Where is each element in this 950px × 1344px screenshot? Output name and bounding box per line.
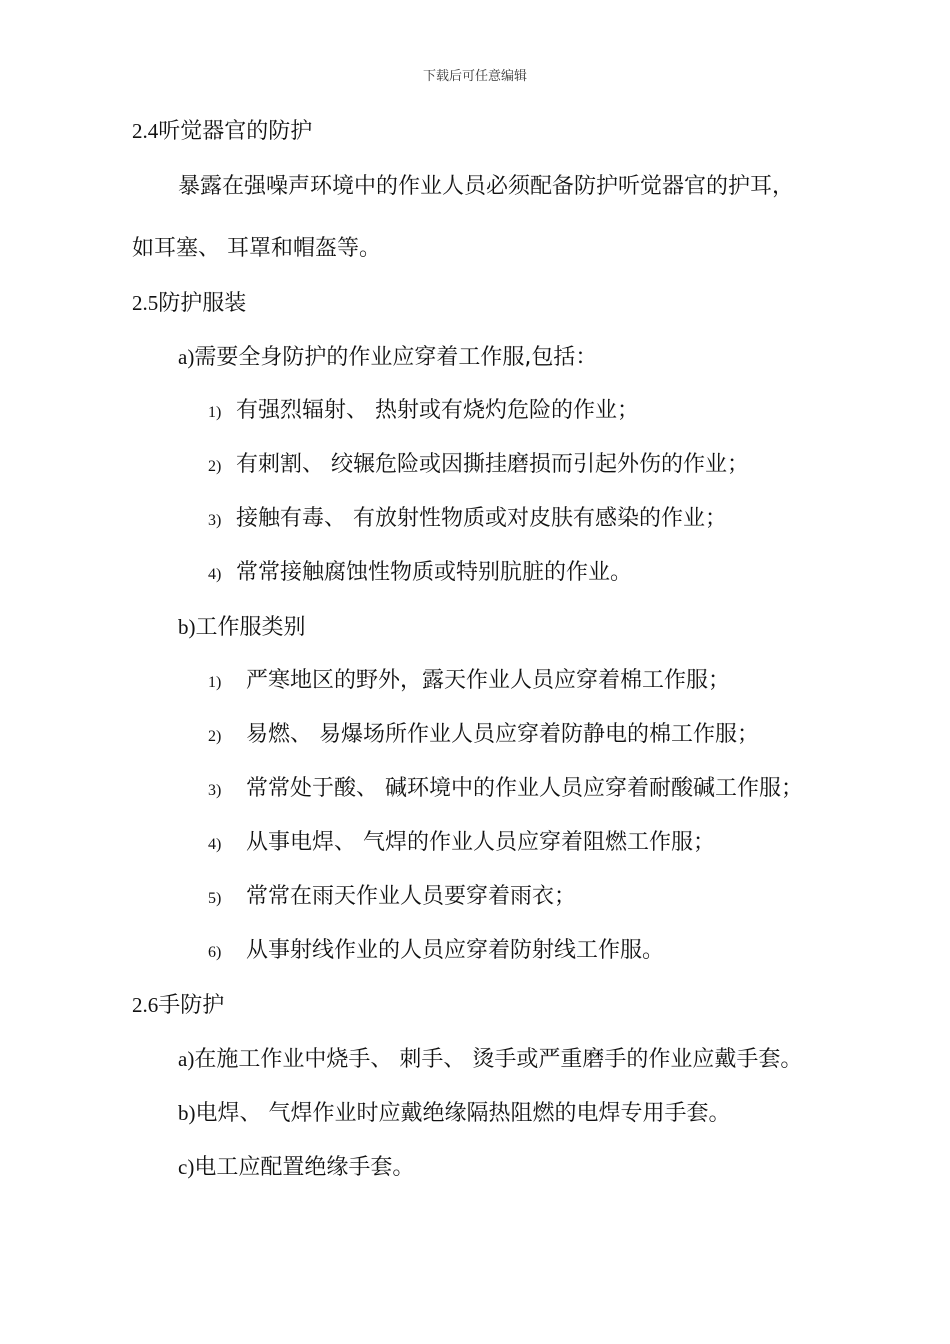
list-item — [208, 828, 715, 860]
list-marker: b) — [178, 1101, 196, 1125]
list-text: 从事电焊、 气焊的作业人员应穿着阻燃工作服； — [246, 830, 715, 855]
list-marker: c) — [178, 1155, 195, 1179]
list-text: 从事射线作业的人员应穿着防射线工作服。 — [246, 938, 665, 963]
hand-protection-item — [178, 1098, 731, 1129]
list-item — [208, 882, 576, 914]
paragraph-line: 暴露在强噪声环境中的作业人员必须配备防护听觉器官的护耳， — [178, 174, 795, 199]
list-text: 易燃、 易爆场所作业人员应穿着防静电的棉工作服； — [246, 722, 759, 747]
section-2-6-heading — [132, 990, 224, 1021]
list-marker: a) — [178, 345, 195, 369]
list-number: 1) — [208, 404, 222, 421]
list-number: 4) — [208, 836, 222, 853]
list-text: 接触有毒、 有放射性物质或对皮肤有感染的作业； — [236, 506, 727, 531]
list-text: 有强烈辐射、 热射或有烧灼危险的作业； — [236, 398, 639, 423]
list-item — [208, 774, 803, 806]
paragraph-line: 如耳塞、 耳罩和帽盔等。 — [132, 236, 381, 261]
list-text: 电工应配置绝缘手套。 — [194, 1155, 415, 1180]
subsection-text: 需要全身防护的作业应穿着工作服,包括： — [194, 345, 598, 370]
list-number: 3) — [208, 512, 222, 529]
list-text: 常常接触腐蚀性物质或特别肮脏的作业。 — [236, 560, 633, 585]
subsection-text: 工作服类别 — [195, 615, 306, 640]
list-item — [208, 720, 759, 752]
list-marker: b) — [178, 615, 196, 639]
section-title: 听觉器官的防护 — [158, 119, 313, 144]
list-number: 2) — [208, 728, 222, 745]
subsection-a — [178, 342, 597, 373]
list-item — [208, 504, 727, 536]
list-item — [208, 450, 749, 482]
list-text: 常常在雨天作业人员要穿着雨衣； — [246, 884, 577, 909]
section-number: 2.5 — [132, 291, 159, 315]
list-text: 有刺割、 绞辗危险或因撕挂磨损而引起外伤的作业； — [236, 452, 749, 477]
list-marker: a) — [178, 1047, 195, 1071]
hand-protection-item — [178, 1152, 414, 1183]
list-text: 电焊、 气焊作业时应戴绝缘隔热阻燃的电焊专用手套。 — [195, 1101, 731, 1126]
hand-protection-item — [178, 1044, 802, 1075]
list-number: 6) — [208, 944, 222, 961]
section-title: 手防护 — [158, 993, 225, 1018]
list-item — [208, 666, 730, 698]
list-text: 在施工作业中烧手、 刺手、 烫手或严重磨手的作业应戴手套。 — [194, 1047, 803, 1072]
section-2-5-heading — [132, 288, 246, 319]
subsection-b — [178, 612, 306, 643]
section-number: 2.4 — [132, 119, 159, 143]
list-text: 常常处于酸、 碱环境中的作业人员应穿着耐酸碱工作服； — [246, 776, 803, 801]
list-text: 严寒地区的野外，露天作业人员应穿着棉工作服； — [246, 668, 731, 693]
list-number: 4) — [208, 566, 222, 583]
page-header: 下载后可任意编辑 — [422, 69, 527, 84]
list-number: 1) — [208, 674, 222, 691]
list-item — [208, 558, 632, 590]
section-title: 防护服装 — [158, 291, 247, 316]
section-2-4-heading — [132, 116, 312, 147]
list-number: 3) — [208, 782, 222, 799]
list-item — [208, 396, 639, 428]
list-number: 5) — [208, 890, 222, 907]
list-number: 2) — [208, 458, 222, 475]
list-item — [208, 936, 664, 968]
section-number: 2.6 — [132, 993, 159, 1017]
